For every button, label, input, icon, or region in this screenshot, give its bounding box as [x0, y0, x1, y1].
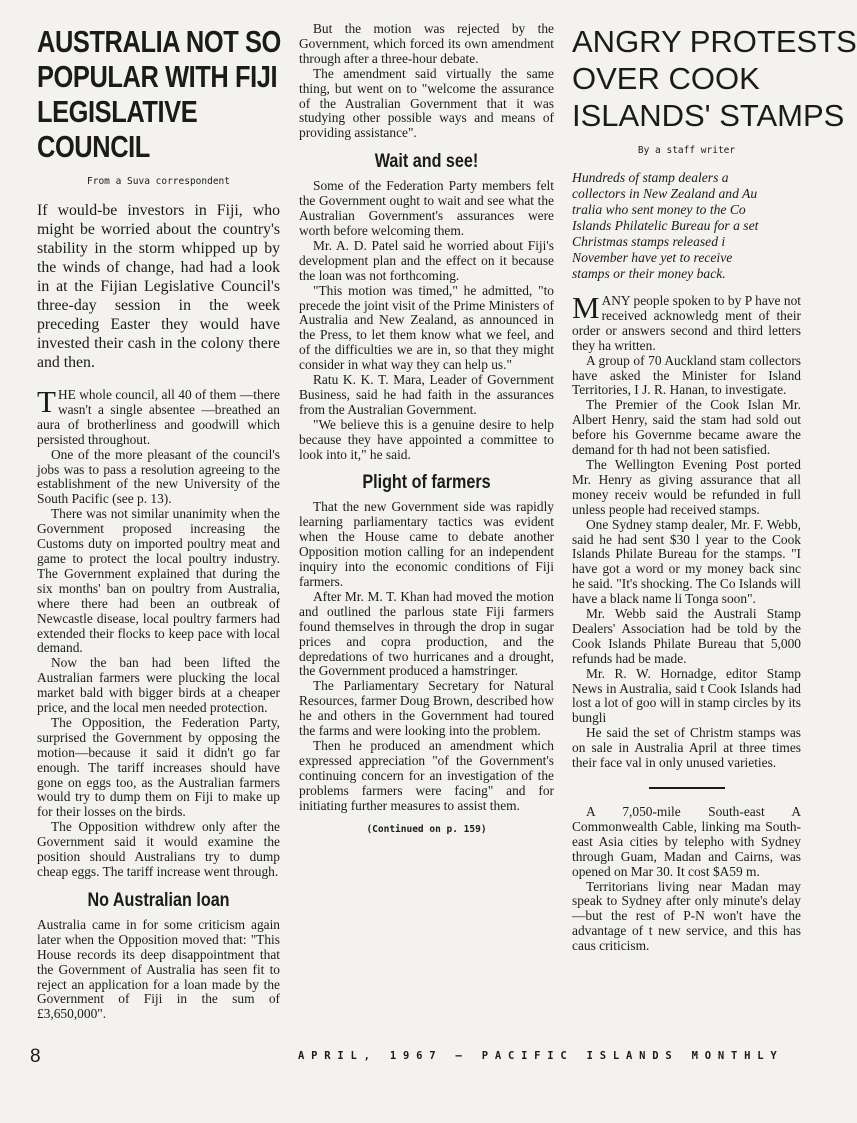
body-paragraph: A group of 70 Auckland stam collectors have asked the Minister for Island Territories, I J. R. Hanan, to investigate.: [572, 352, 801, 398]
deck-line: tralia who sent money to the Co: [572, 202, 746, 217]
deck-line: stamps or their money back.: [572, 266, 726, 281]
stamps-headline-line-3: ISLANDS' STAMPS: [572, 98, 845, 133]
stamps-byline: By a staff writer: [637, 145, 736, 156]
body-paragraph: There was not similar unanimity when the Government proposed increasing the Customs duty on imported poultry meat and game to protect the local poultry industry. The Government explained that during the six months' ban on poultry from Australia, where there had been an outbreak of Newcastle disease, local poultry farmers had extended their flocks to keep pace with local demand.: [37, 506, 280, 656]
body-paragraph: But the motion was rejected by the Government, which forced its own amendment through after a three-hour debate.: [299, 21, 554, 66]
body-paragraph: That the new Government side was rapidly learning parliamentary tactics was evident when the House came to debate another Opposition motion calling for an independent inquiry into the economic conditions of Fiji farmers.: [299, 499, 554, 589]
page-footer: [30, 1048, 801, 1068]
body-paragraph: Mr. Webb said the Australi Stamp Dealers' Association had be told by the Cook Islands Philate Bureau that 5,000 refunds had be made.: [572, 606, 801, 666]
body-paragraph: One of the more pleasant of the council's jobs was to pass a resolution agreeing to the establishment of the new University of the South Pacific (see p. 13).: [37, 446, 280, 507]
body-paragraph: "This motion was timed," he admitted, "to precede the joint visit of the Prime Ministers of Australia and New Zealand, as announced in the Press, to let them know what we feel, and of the difficulties we are in, so that they might consider in what way they can help us.": [299, 282, 554, 373]
continued-note: (Continued on p. 159): [366, 823, 487, 835]
body-paragraph: The Wellington Evening Post ported Mr. Henry as giving assurance that all money receiv would be refunded in full unless people had received stamps.: [572, 456, 801, 517]
article-headline: AUSTRALIA NOT SO POPULAR WITH FIJI LEGISLATIVE COUNCIL: [37, 24, 281, 164]
column-3: [572, 22, 857, 954]
body-paragraph: Now the ban had been lifted the Australian farmers were plucking the local market bald with bigger birds at a cheaper price, and the local men needed protection.: [37, 655, 280, 716]
cable-body: [572, 805, 801, 954]
column-1: [37, 22, 280, 1022]
body-paragraph: Mr. A. D. Patel said he worried about Fiji's development plan and the effect on it because the loan was not forthcoming.: [299, 237, 554, 283]
deck-line: Christmas stamps released i: [572, 234, 726, 249]
stamps-body: [572, 290, 801, 771]
subhead-no-australian-loan: No Australian loan: [87, 889, 230, 911]
body-paragraph: The Opposition, the Federation Party, surprised the Government by opposing the motion—because it said it didn't go far enough. The tariff increases should have gone on eggs too, as the Australian farmers would try to dump them on Fiji to make up for their losses on the birds.: [37, 714, 280, 820]
body-paragraph: The Opposition withdrew only after the Government said it would examine the position should Australians try to dump cheap eggs. The tariff increase went through.: [37, 819, 280, 879]
deck-line: Islands Philatelic Bureau for a set: [572, 218, 759, 233]
body-paragraph: One Sydney stamp dealer, Mr. F. Webb, said he had sent $30 l year to the Cook Islands Philate Bureau for the stamps. "I have got a word or my money back sinc he said. "It's shocking. The Co Islands will have a black name li Tonga soon".: [572, 516, 801, 607]
body-paragraph: He said the set of Christm stamps was on sale in Australia April at three times their face val in only unused varieties.: [572, 725, 801, 771]
body-paragraph: The amendment said virtually the same thing, but went on to "welcome the assurance of the Australian Government that it was studying other possible ways and means of providing assistance".: [299, 65, 554, 141]
article-body-col2: [299, 22, 554, 835]
body-paragraph: Then he produced an amendment which expressed appreciation "of the Government's continuing concern for an investigation of the problems farmers were facing" and for initiating further measures to assist them.: [299, 737, 554, 813]
article-byline: From a Suva correspondent: [87, 176, 230, 187]
body-paragraph: THE whole council, all 40 of them —there wasn't a single absentee —breathed an aura of brotherliness and goodwill which persisted throughout.: [37, 384, 280, 447]
body-paragraph: Mr. R. W. Hornadge, editor Stamp News in Australia, said t Cook Islands had lost a lot of goo will in stamp circles by its bungli: [572, 665, 801, 726]
body-paragraph: Australia came in for some criticism again later when the Opposition moved that: "This House records its deep disappointment that the Government of Australia has seen fit to reject an application for a loan made by the Government of Fiji in the sum of £3,650,000".: [37, 916, 280, 1022]
body-paragraph: A 7,050-mile South-east A Commonwealth Cable, linking ma South-east Asia cities by telepho with Sydney through Guam, Madan and Cairns, was opened on Mar 30. It cost $A59 m.: [572, 804, 801, 879]
deck-line: Hundreds of stamp dealers a: [572, 170, 729, 185]
article-body-col1: [37, 384, 280, 1022]
deck-line: November have yet to receive: [572, 250, 733, 265]
deck-line: collectors in New Zealand and Au: [572, 186, 758, 201]
body-paragraph: Territorians living near Madan may speak to Sydney after only minute's delay—but the rest of P-N won't have the advantage of t new service, and this has caus criticism.: [572, 878, 801, 954]
column-2: [299, 22, 554, 835]
body-paragraph: Some of the Federation Party members felt the Government ought to wait and see what the Australian Government's assurances were worth before welcoming them.: [299, 178, 554, 238]
stamps-deck: [572, 170, 801, 282]
stamps-headline-line-2: OVER COOK: [572, 61, 760, 96]
article-lead: [37, 201, 280, 372]
body-paragraph: The Premier of the Cook Islan Mr. Albert Henry, said the stam had sold out before his Governme became aware the demand for th had not been satisfied.: [572, 397, 801, 458]
subhead-plight-of-farmers: Plight of farmers: [362, 472, 491, 494]
stamps-headline-line-1: ANGRY PROTESTS: [572, 24, 857, 59]
section-divider: [649, 787, 725, 789]
body-paragraph: After Mr. M. T. Khan had moved the motion and outlined the parlous state Fiji farmers found themselves in through the drop in sugar prices and copra production, and the depredations of two hurricanes and a drought, the Government produced a hamstringer.: [299, 588, 554, 679]
body-paragraph: "We believe this is a genuine desire to help because they have appointed a committee to look into it," he said.: [299, 416, 554, 462]
lead-paragraph: If would-be investors in Fiji, who might be worried about the country's stability in the storm whipped up by the winds of change, had had a look in at the Fijian Legislative Council's three-day session in the week preceding Easter they would have invested their cash in the colony there and then.: [37, 202, 280, 371]
body-paragraph: MANY people spoken to by P have not received acknowledg ment of their order or answers second and third letters they ha written.: [572, 290, 801, 353]
subhead-wait-and-see: Wait and see!: [374, 151, 479, 173]
body-paragraph: Ratu K. K. T. Mara, Leader of Government Business, said he had faith in the assurances from the Australian Government.: [299, 372, 554, 417]
body-paragraph: The Parliamentary Secretary for Natural Resources, farmer Doug Brown, described how he and others in the Government had toured the farms and were looking into the problem.: [299, 678, 554, 739]
page-number: 8: [30, 1046, 41, 1067]
footer-dateline: APRIL, 1967 — PACIFIC ISLANDS MONTHLY: [298, 1050, 784, 1062]
